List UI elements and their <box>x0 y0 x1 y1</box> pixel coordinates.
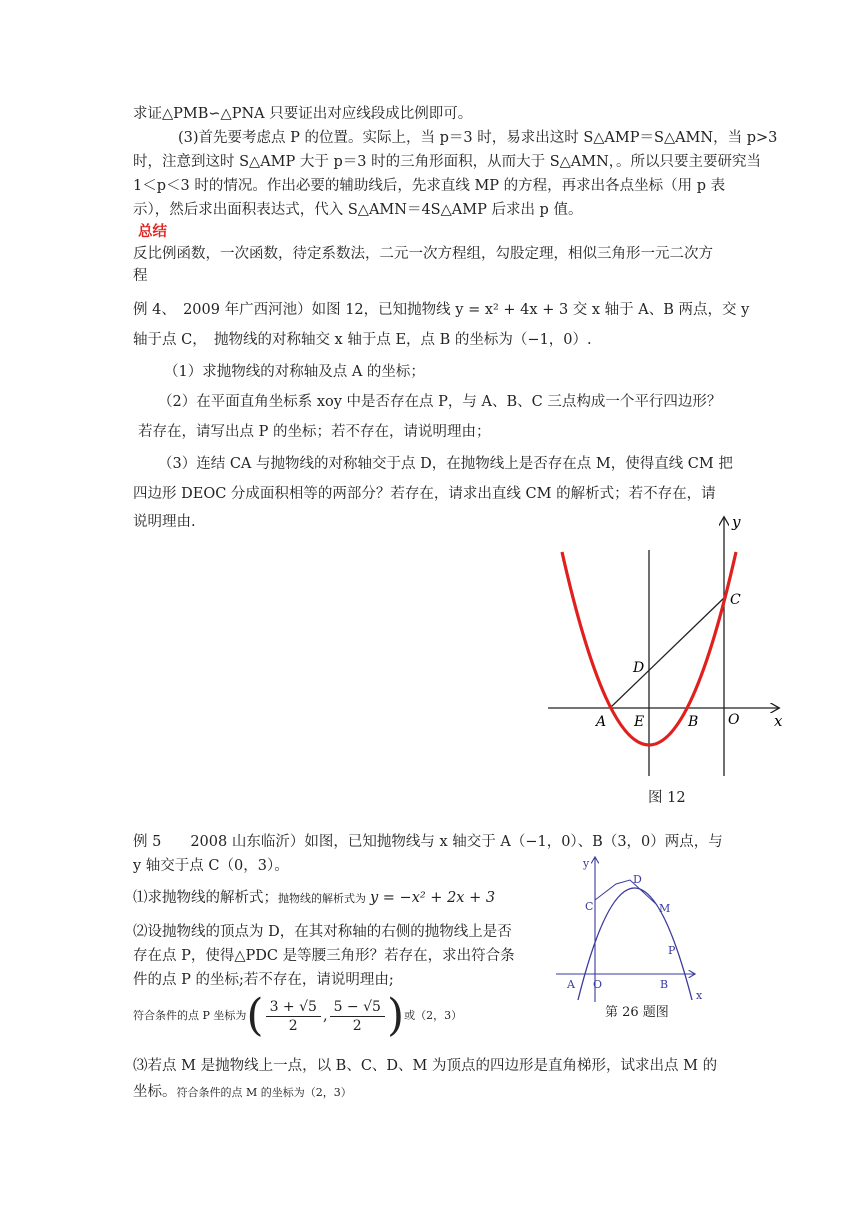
text-line-2: (3)首先要考虑点 P 的位置。实际上，当 p＝3 时，易求出这时 S△AMP＝S△AMN，当 p>3 <box>178 130 778 146</box>
label-o: O <box>728 712 740 728</box>
figure-26-caption: 第 26 题图 <box>605 1005 669 1020</box>
label-b: B <box>660 978 669 991</box>
text-line-5: 示），然后求出面积表达式，代入 S△AMN＝4S△AMP 后求出 p 值。 <box>133 202 583 218</box>
left-paren: ( <box>246 990 264 1041</box>
label-d: D <box>633 660 645 676</box>
label-a: A <box>596 714 607 730</box>
label-a: A <box>567 978 575 991</box>
ex4-question-2b: 若存在，请写出点 P 的坐标；若不存在，请说明理由； <box>138 424 491 440</box>
text-line-1: 求证△PMB∽△PNA 只要证出对应线段成比例即可。 <box>133 106 473 122</box>
ex5-answer-2-tail: 或（2，3） <box>404 1009 463 1022</box>
figure-12-graph <box>540 510 800 780</box>
fraction-2-den: 2 <box>352 1017 362 1034</box>
ex5-question-3a: ⑶若点 M 是抛物线上一点，以 B、C、D、M 为顶点的四边形是直角梯形，试求出点 M 的 <box>133 1058 718 1074</box>
figure-12-caption: 图 12 <box>648 790 686 806</box>
ex5-question-2c: 件的点 P 的坐标;若不存在，请说明理由; <box>133 972 394 988</box>
fraction-1-den: 2 <box>288 1017 298 1034</box>
ex4-question-3c: 说明理由. <box>133 514 196 530</box>
label-o: O <box>593 978 603 991</box>
label-d: D <box>633 873 642 886</box>
label-y: y <box>732 513 741 531</box>
label-b: B <box>688 714 699 730</box>
summary-heading: 总结 <box>138 224 167 240</box>
fraction-1 <box>266 998 321 1035</box>
ex5-question-2b: 存在点 P，使得△PDC 是等腰三角形？若存在，求出符合条 <box>133 948 515 964</box>
summary-line-2: 程 <box>133 268 148 284</box>
fraction-2 <box>330 998 385 1035</box>
ex4-line-1: 例 4、 2009 年广西河池）如图 12，已知抛物线 y = x² + 4x + 3 交 x 轴于 A、B 两点，交 y <box>133 302 750 318</box>
ex5-question-3b: 坐标。 <box>133 1084 177 1100</box>
figure-26-graph <box>556 852 712 1012</box>
ex5-answer-1-label: 抛物线的解析式为 <box>278 892 366 905</box>
ex5-line-1: 例 5 2008 山东临沂）如图，已知抛物线与 x 轴交于 A（−1，0）、B（3，0）两点，与 <box>133 834 723 850</box>
ex5-question-1-text: ⑴求抛物线的解析式； <box>133 890 278 906</box>
ex5-answer-2: 符合条件的点 P 坐标为( $\frac{3 + √5}{2}$ , $\frac{5 - √5}{2}$ )或（2，3） <box>133 990 463 1041</box>
ex5-question-2a: ⑵设抛物线的顶点为 D，在其对称轴的右侧的抛物线上是否 <box>133 924 512 940</box>
ex4-question-1: （1）求抛物线的对称轴及点 A 的坐标； <box>164 364 425 380</box>
text-line-3: 时，注意到这时 S△AMP 大于 p＝3 时的三角形面积，从而大于 S△AMN，。所以只要主要研究当 <box>133 154 762 170</box>
fraction-2-num: 5 − √5 <box>330 998 385 1017</box>
right-paren: ) <box>386 990 405 1041</box>
ex5-question-3 <box>133 1082 352 1103</box>
summary-line-1: 反比例函数，一次函数，待定系数法，二元一次方程组，勾股定理，相似三角形一元二次方 <box>133 246 713 262</box>
ex5-line-2: y 轴交于点 C（0，3）。 <box>133 858 289 874</box>
label-c: C <box>585 900 594 913</box>
label-x: x <box>774 712 783 730</box>
label-y: y <box>583 857 590 870</box>
ex5-answer-3: 符合条件的点 M 的坐标为（2，3） <box>176 1086 352 1099</box>
ex5-answer-1-formula: y = −x² + 2x + 3 <box>370 890 496 906</box>
ex4-question-3a: （3）连结 CA 与抛物线的对称轴交于点 D，在抛物线上是否存在点 M，使得直线 CM 把 <box>158 456 733 472</box>
ex4-question-2a: （2）在平面直角坐标系 xoy 中是否存在点 P，与 A、B、C 三点构成一个平行四边形？ <box>158 394 722 410</box>
quadrilateral-cdmp <box>595 880 656 904</box>
label-x: x <box>696 989 703 1002</box>
ex5-answer-2-label: 符合条件的点 P 坐标为 <box>133 1009 247 1022</box>
label-p: P <box>668 944 676 957</box>
fraction-1-num: 3 + √5 <box>266 998 321 1017</box>
label-c: C <box>730 592 741 608</box>
label-m: M <box>659 902 671 915</box>
ex4-line-2: 轴于点 C， 抛物线的对称轴交 x 轴于点 E，点 B 的坐标为（−1，0）. <box>133 332 592 348</box>
label-e: E <box>634 714 645 730</box>
ex5-question-1 <box>133 888 495 909</box>
text-line-4: 1＜p＜3 时的情况。作出必要的辅助线后，先求直线 MP 的方程，再求出各点坐标（用 p 表 <box>133 178 726 194</box>
ex4-question-3b: 四边形 DEOC 分成面积相等的两部分？若存在，请求出直线 CM 的解析式；若不存在，请 <box>133 486 716 502</box>
